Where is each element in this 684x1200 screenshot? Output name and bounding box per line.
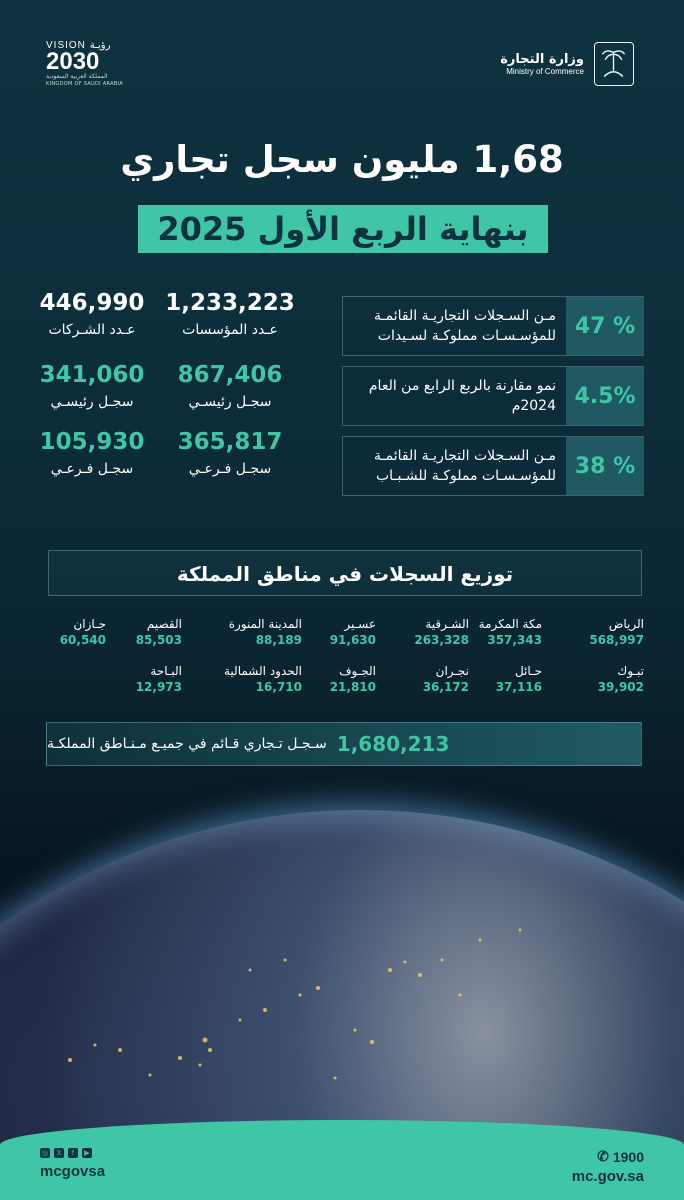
footer-contact	[572, 1148, 644, 1185]
total-records-bar	[46, 722, 642, 766]
stat-establishments-main	[160, 362, 300, 410]
region-name: مكة المكرمة	[478, 617, 542, 631]
region-item	[182, 664, 302, 694]
highlight-youth	[342, 436, 644, 496]
region-value: 60,540	[59, 633, 106, 647]
region-name: القصيم	[146, 617, 182, 631]
region-item	[379, 617, 469, 647]
stat-companies-branch	[22, 429, 162, 477]
stat-label: عـدد الشـركات	[48, 322, 136, 338]
stat-companies	[22, 290, 162, 338]
stat-value: 1,233,223	[165, 290, 295, 316]
region-value: 568,997	[589, 633, 644, 647]
region-name: الحدود الشمالية	[224, 664, 302, 678]
footer-social	[40, 1148, 105, 1180]
stat-value: 867,406	[177, 362, 283, 388]
stat-label: عـدد المؤسسات	[182, 322, 278, 338]
vision-sub-en: KINGDOM OF SAUDI ARABIA	[46, 81, 124, 87]
stat-establishments-branch	[160, 429, 300, 477]
vision-2030-logo	[46, 40, 136, 87]
stat-companies-main	[22, 362, 162, 410]
highlight-text: مـن السـجلات التجاريـة القائمـة للمؤسـسـات مملوكـة لسـيدات	[374, 308, 556, 344]
highlight-women	[342, 296, 644, 356]
highlight-percent: 38 %	[566, 437, 644, 495]
region-name: المدينة المنورة	[228, 617, 302, 631]
stat-value: 365,817	[177, 429, 283, 455]
stat-label: سجـل رئيسـي	[188, 394, 272, 410]
region-value: 37,116	[495, 680, 542, 694]
vision-sub-ar: المملكة العربية السعودية	[46, 73, 108, 80]
region-name: تبـوك	[617, 664, 644, 678]
highlight-percent: 47 %	[566, 297, 644, 355]
x-icon[interactable]: X	[54, 1148, 64, 1158]
total-label: سـجـل تـجاري قـائم في جميـع مـنـاطق المملكـة	[47, 736, 327, 752]
stat-label: سجـل رئيسـي	[50, 394, 134, 410]
highlight-text: نمو مقارنة بالربع الرابع من العام 2024م	[368, 378, 556, 414]
phone-number[interactable]: 1900	[612, 1148, 644, 1165]
total-value: 1,680,213	[336, 732, 450, 756]
region-value: 263,328	[414, 633, 469, 647]
region-value: 357,343	[487, 633, 542, 647]
region-value: 39,902	[597, 680, 644, 694]
region-item	[554, 617, 644, 647]
stat-label: سجـل فـرعـي	[50, 461, 134, 477]
stat-establishments	[160, 290, 300, 338]
region-value: 36,172	[422, 680, 469, 694]
region-value: 85,503	[135, 633, 182, 647]
region-name: جـازان	[73, 617, 106, 631]
stat-value: 341,060	[39, 362, 145, 388]
youtube-icon[interactable]: ▶	[82, 1148, 92, 1158]
page-title: 1,68 مليون سجل تجاري	[120, 138, 564, 181]
region-value: 16,710	[255, 680, 302, 694]
region-name: الجـوف	[339, 664, 376, 678]
region-value: 91,630	[329, 633, 376, 647]
ministry-name-ar: وزارة التجارة	[500, 52, 584, 67]
stat-label: سجـل فـرعـي	[188, 461, 272, 477]
vision-word: VISION رؤيـة	[46, 40, 111, 51]
region-name: نجـران	[435, 664, 469, 678]
regions-heading: توزيع السجلات في مناطق المملكة	[48, 550, 642, 596]
region-item	[379, 664, 469, 694]
region-name: الرياض	[608, 617, 644, 631]
social-handle[interactable]: mcgovsa	[40, 1163, 106, 1180]
palm-emblem-icon	[594, 42, 634, 86]
vision-year: 2030	[46, 48, 100, 75]
region-item	[92, 664, 182, 694]
region-name: عسـير	[344, 617, 376, 631]
stat-value: 105,930	[39, 429, 145, 455]
region-item	[16, 617, 106, 647]
region-value: 12,973	[135, 680, 182, 694]
region-value: 88,189	[255, 633, 302, 647]
region-name: حـائل	[514, 664, 542, 678]
highlight-growth	[342, 366, 644, 426]
region-name: البـاحة	[150, 664, 182, 678]
ministry-name-en: Ministry of Commerce	[506, 67, 584, 76]
page-subtitle: بنهاية الربع الأول 2025	[138, 205, 548, 253]
website-link[interactable]: mc.gov.sa	[571, 1168, 644, 1185]
region-value: 21,810	[329, 680, 376, 694]
phone-icon: ✆	[597, 1148, 609, 1164]
region-name: الشـرقية	[425, 617, 469, 631]
ministry-logo	[500, 42, 634, 86]
highlight-percent: 4.5%	[566, 367, 644, 425]
region-item	[554, 664, 644, 694]
facebook-icon[interactable]: f	[68, 1148, 78, 1158]
instagram-icon[interactable]: ◎	[41, 1149, 49, 1157]
region-item	[182, 617, 302, 647]
stat-value: 446,990	[39, 290, 145, 316]
highlight-text: مـن السـجلات التجاريـة القائمـة للمؤسـسـات مملوكـة للشـبـاب	[374, 448, 556, 484]
